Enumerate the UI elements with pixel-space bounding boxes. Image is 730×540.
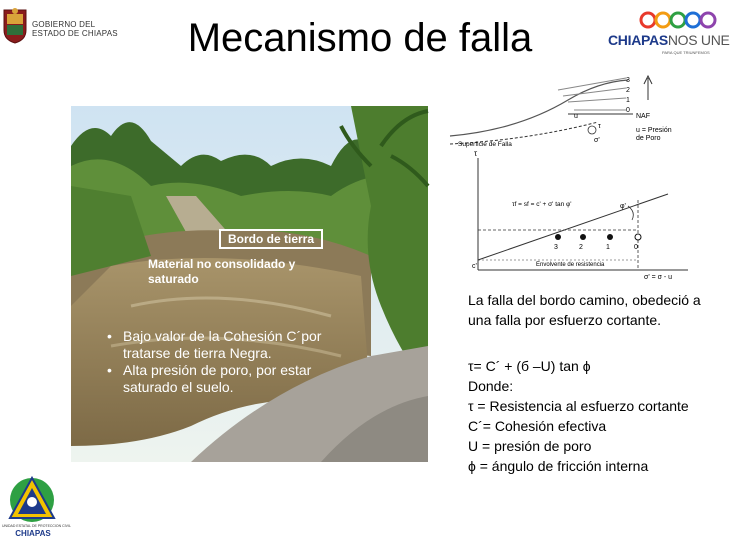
emblem-caption: CHIAPAS bbox=[15, 529, 51, 538]
envelope-label: Envolvente de resistencia bbox=[536, 262, 605, 268]
definition-item: τ = Resistencia al esfuerzo cortante bbox=[468, 398, 689, 414]
level-0: 0 bbox=[626, 107, 630, 114]
equation-label: τf = sf = c' + σ' tan φ' bbox=[512, 201, 572, 208]
definition-item: U = presión de poro bbox=[468, 438, 592, 454]
x-point-1: 1 bbox=[606, 244, 610, 251]
tau-axis-label: τ bbox=[474, 149, 478, 158]
explanation-text bbox=[468, 290, 708, 476]
sigma-axis-label: σ' = σ - u bbox=[644, 274, 673, 281]
u-label-1: u = Presión bbox=[636, 127, 672, 134]
gobierno-logo bbox=[0, 2, 130, 46]
sigma-small-label: σ' bbox=[594, 137, 600, 144]
u-label-2: de Poro bbox=[636, 135, 661, 142]
level-2: 2 bbox=[626, 87, 630, 94]
bullet-item: • Alta presión de poro, por estar saturado el suelo. bbox=[107, 362, 357, 396]
naf-label: NAF bbox=[636, 113, 650, 120]
gobierno-line1: GOBIERNO DEL bbox=[32, 20, 96, 29]
x-point-2: 2 bbox=[579, 244, 583, 251]
brand-bold: CHIAPAS bbox=[608, 32, 668, 48]
x-point-3: 3 bbox=[554, 244, 558, 251]
surface-label: Superficie de Falla bbox=[458, 141, 512, 148]
photo-bullets bbox=[107, 328, 357, 396]
gobierno-line2: ESTADO DE CHIAPAS bbox=[32, 29, 118, 38]
failure-diagram bbox=[448, 70, 718, 280]
level-1: 1 bbox=[626, 97, 630, 104]
proteccion-civil-logo bbox=[2, 472, 71, 538]
brand-light: NOS UNE bbox=[667, 32, 730, 48]
tau-small-label: τ bbox=[598, 123, 601, 130]
c-label: c' bbox=[472, 263, 477, 270]
intro-paragraph: La falla del bordo camino, obedeció a una falla por esfuerzo cortante. bbox=[468, 292, 701, 328]
material-label: Material no consolidado y saturado bbox=[148, 257, 296, 286]
chiapas-nos-une-logo bbox=[604, 8, 730, 58]
x-point-0: 0 bbox=[634, 244, 638, 251]
level-3: 3 bbox=[626, 77, 630, 84]
u-small-label: u bbox=[574, 113, 578, 120]
phi-label: φ' bbox=[620, 203, 626, 210]
bordo-label: Bordo de tierra bbox=[219, 229, 323, 249]
bullet-item: • Bajo valor de la Cohesión C´por tratarse de tierra Negra. bbox=[107, 328, 357, 362]
definition-item: C´= Cohesión efectiva bbox=[468, 418, 607, 434]
civil-protection-triangle-icon bbox=[2, 472, 62, 524]
coat-of-arms-icon bbox=[2, 6, 28, 44]
page-title: Mecanismo de falla bbox=[187, 16, 533, 60]
emblem-caption-small: UNIDAD ESTATAL DE PROTECCION CIVIL bbox=[2, 524, 71, 528]
formula: τ= C´ + (б –U) tan ϕ bbox=[468, 358, 591, 374]
brand-tagline: PARA QUE TRIUNFEMOS bbox=[662, 50, 710, 55]
definition-item: ϕ = ángulo de fricción interna bbox=[468, 458, 649, 474]
olympic-rings-icon bbox=[640, 10, 716, 30]
donde-label: Donde: bbox=[468, 378, 514, 394]
